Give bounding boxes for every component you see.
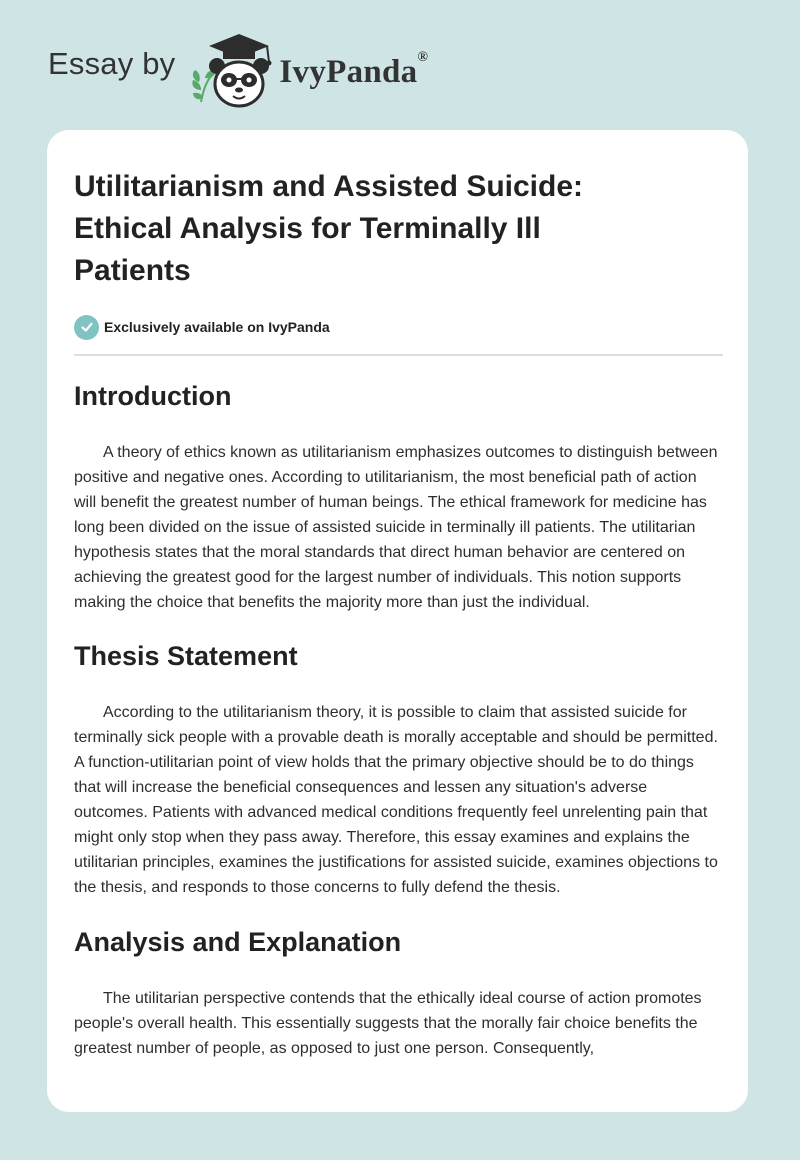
essay-by-label: Essay by [48,46,176,81]
check-circle-icon [74,315,99,340]
badge-label: Exclusively available on IvyPanda [104,319,330,335]
section-heading: Introduction [74,381,232,411]
exclusive-badge [74,314,723,340]
section-analysis-explanation [74,928,723,1061]
registered-mark: ® [417,49,429,65]
panda-logo-icon [189,28,283,112]
section-heading: Thesis Statement [74,641,298,671]
section-paragraph: A theory of ethics known as utilitarianism emphasizes outcomes to distinguish between positive and negative ones. According to utilitarianism, the most beneficial path of action will benefit the greatest number of human beings. The ethical framework for medicine has long been divided on the issue of assisted suicide in terminally ill patients. The utilitarian hypothesis states that the moral standards that direct human behavior are centered on achieving the greatest good for the largest number of individuals. This notion supports making the choice that benefits the majority more than just the individual. [74,444,718,611]
ivypanda-logo[interactable] [189,28,428,112]
brand-name [279,49,429,91]
brand-text: IvyPanda [279,53,418,90]
essay-title: Utilitarianism and Assisted Suicide: Ethical Analysis for Terminally Ill Patients [74,170,584,287]
divider [74,354,723,356]
section-paragraph: According to the utilitarianism theory, it is possible to claim that assisted suicide for terminally sick people with a provable death is morally acceptable and should be permitted. A function-utilitarian point of view holds that the primary objective should be to do things that will increase the beneficial consequences and lessen any situation's adverse outcomes. Patients with advanced medical conditions frequently feel unrelenting pain that might only stop when they pass away. Therefore, this essay examines and explains the utilitarian principles, examines the justifications for assisted suicide, examines objections to the thesis, and responds to those concerns to fully defend the thesis. [74,704,718,896]
section-heading: Analysis and Explanation [74,927,402,957]
section-thesis-statement [74,642,723,900]
section-paragraph: The utilitarian perspective contends that the ethically ideal course of action promotes people's overall health. This essentially suggests that the morally fair choice benefits the greatest number of people, as opposed to just one person. Consequently, [74,990,702,1057]
essay-card [47,130,748,1112]
section-introduction [74,382,723,615]
site-header [48,30,548,110]
